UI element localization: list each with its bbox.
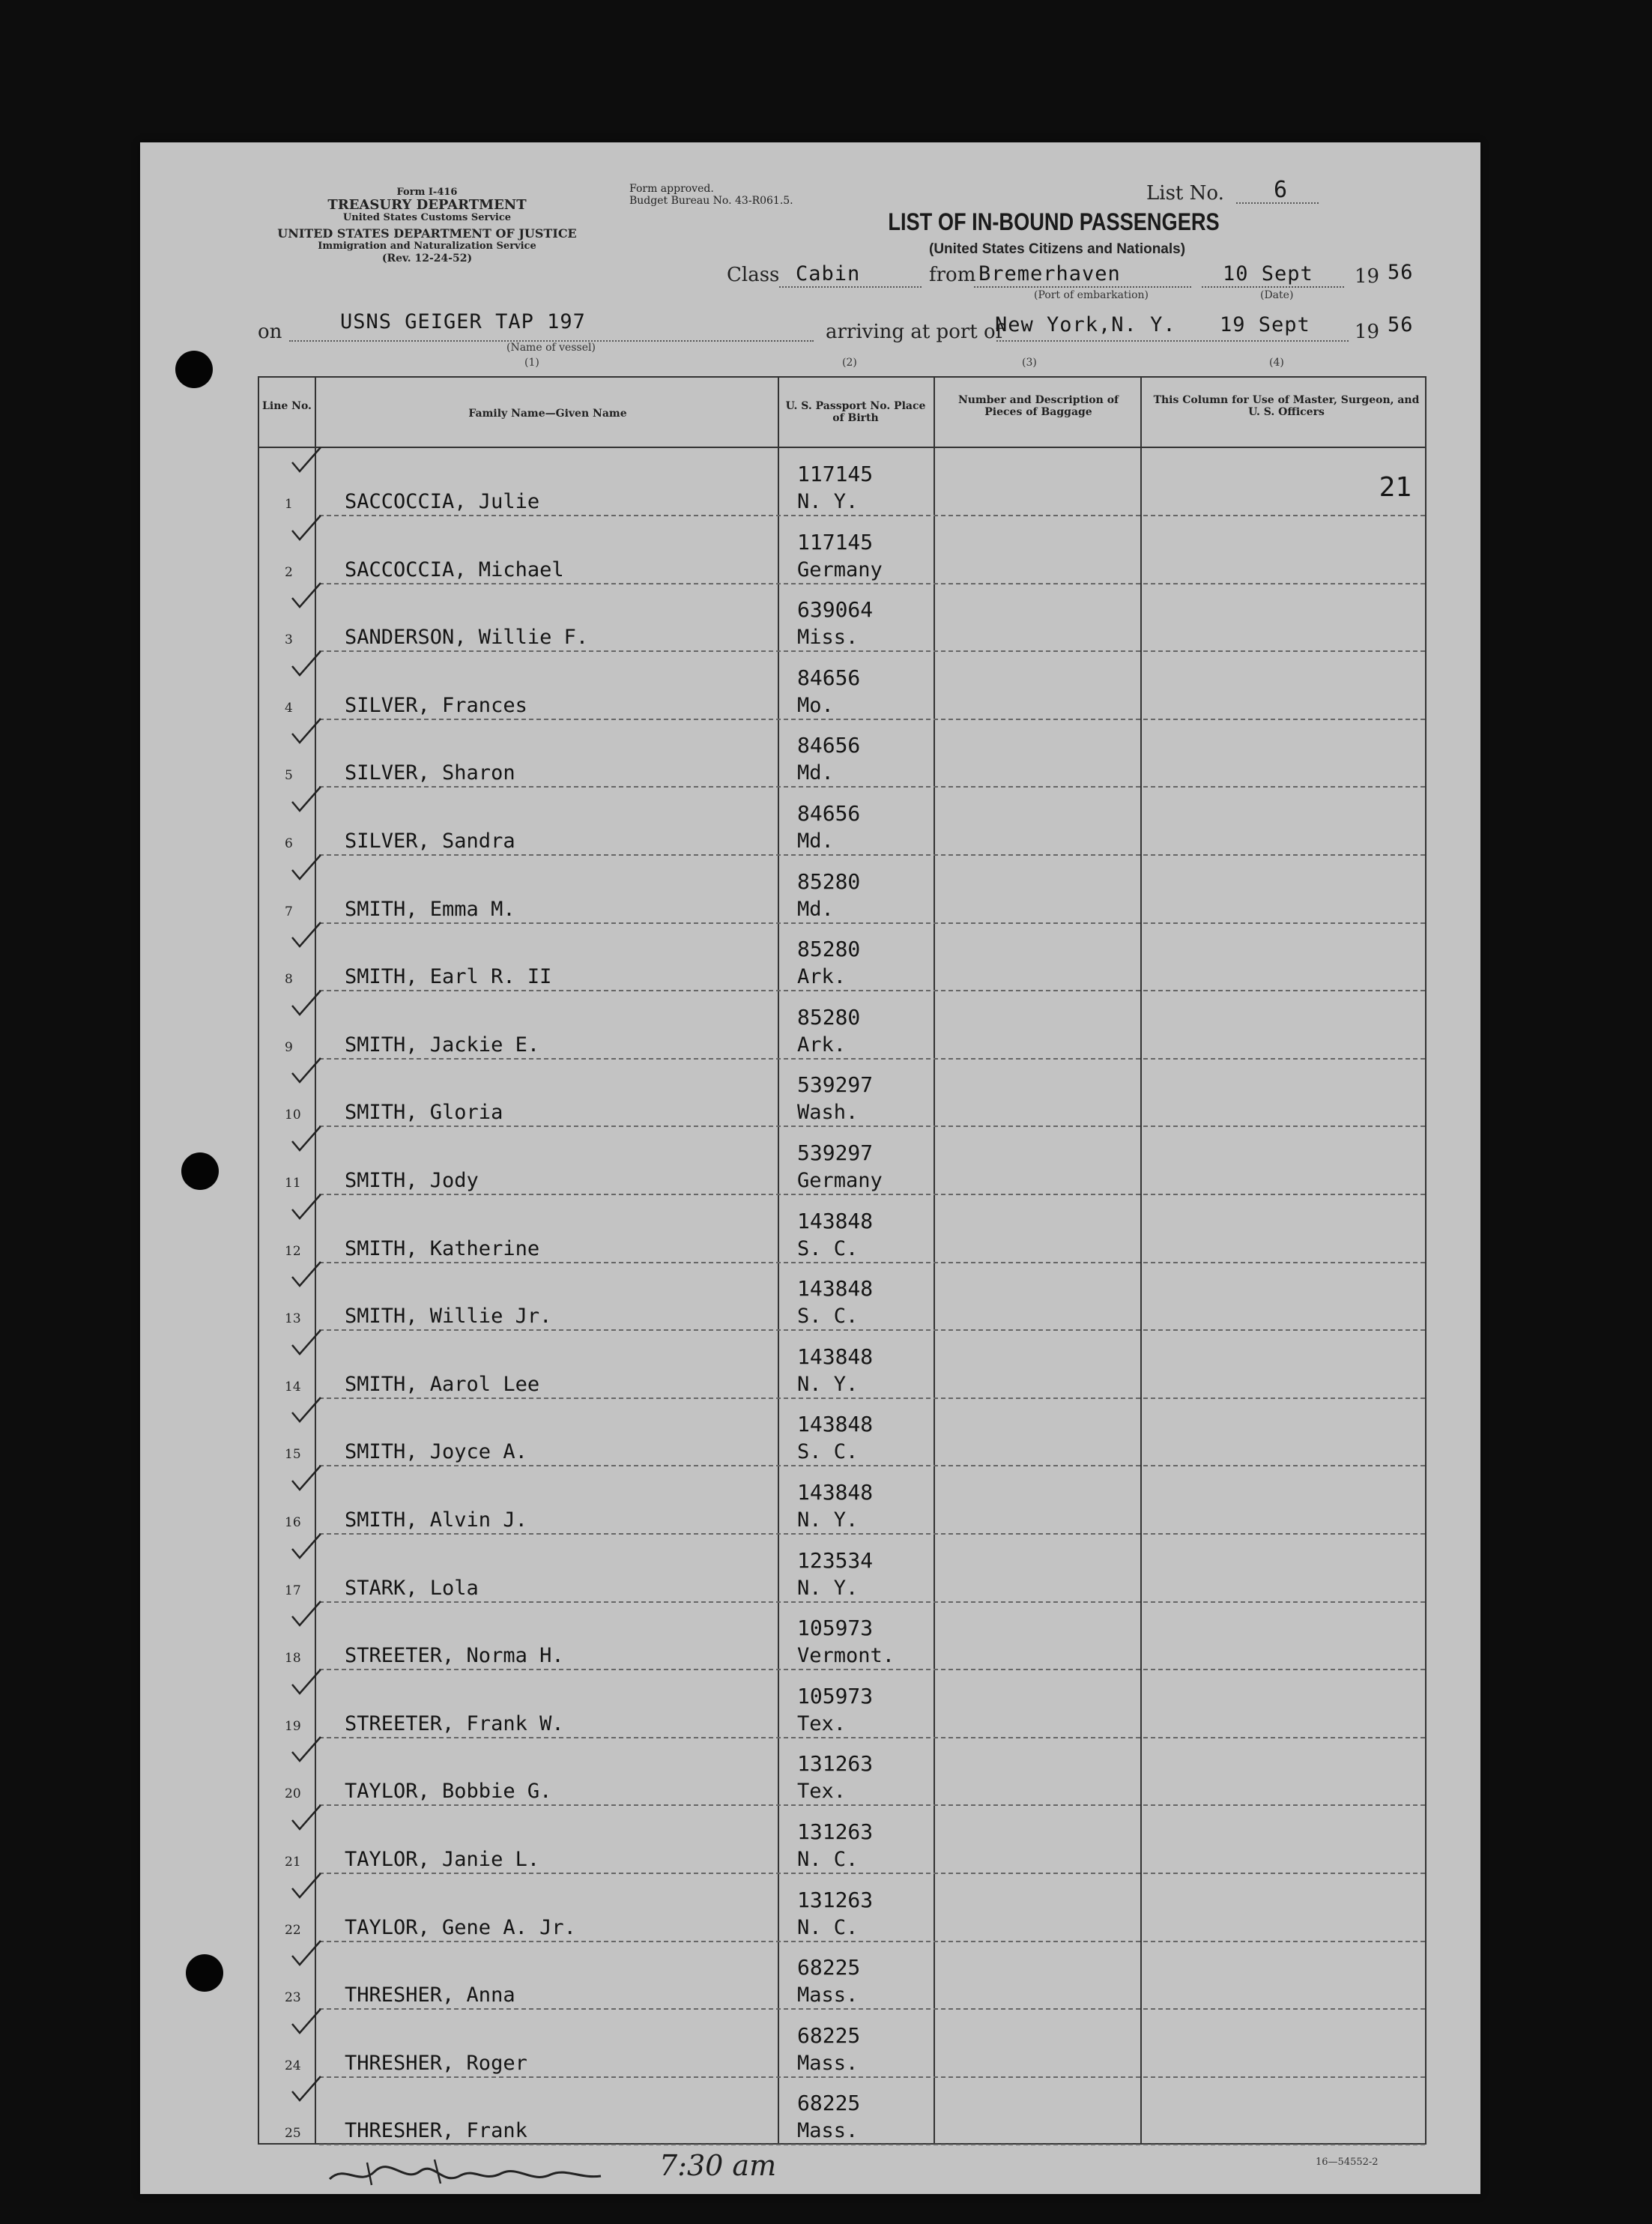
- arrival-port: New York,N. Y.: [995, 313, 1176, 336]
- table-row: [259, 991, 1425, 1060]
- check-mark-icon: [289, 1804, 324, 1834]
- date-caption: (Date): [1260, 289, 1294, 301]
- place-of-birth: Mass.: [797, 2119, 859, 2143]
- table-row: [259, 584, 1425, 652]
- arrival-date: 19 Sept: [1220, 313, 1310, 336]
- officer-note: 21: [1379, 472, 1412, 503]
- line-number: 25: [285, 2126, 301, 2142]
- port-embark-caption: (Port of embarkation): [1034, 289, 1149, 301]
- table-row: [259, 448, 1425, 516]
- departure-year: 56: [1388, 261, 1414, 284]
- punch-hole-bottom: [186, 1954, 223, 1992]
- list-number: 6: [1274, 177, 1288, 203]
- passport-number: 68225: [797, 2091, 861, 2116]
- line-number: 15: [285, 1447, 301, 1463]
- passport-number: 68225: [797, 2022, 861, 2048]
- place-of-birth: S. C.: [797, 1236, 859, 1260]
- departure-date: 10 Sept: [1223, 262, 1313, 285]
- col-header-officers: This Column for Use of Master, Surgeon, and U. S. Officers: [1153, 394, 1420, 418]
- vessel-caption: (Name of vessel): [506, 342, 596, 354]
- place-of-birth: N. Y.: [797, 1508, 859, 1532]
- check-mark-icon: [289, 1260, 324, 1290]
- passenger-name: SMITH, Aarol Lee: [345, 1372, 540, 1396]
- line-number: 14: [285, 1379, 301, 1394]
- col-header-name: Family Name—Given Name: [468, 408, 627, 420]
- table-row: [259, 1874, 1425, 1942]
- passport-number: 639064: [797, 597, 874, 623]
- passenger-name: STREETER, Frank W.: [345, 1711, 564, 1735]
- check-mark-icon: [289, 717, 324, 747]
- place-of-birth: S. C.: [797, 1305, 859, 1329]
- depart-date-line: [1202, 286, 1344, 288]
- place-of-birth: Ark.: [797, 1033, 847, 1057]
- budget-bureau: Budget Bureau No. 43-R061.5.: [629, 195, 793, 207]
- print-code: 16—54552-2: [1316, 2157, 1379, 2168]
- line-number: 4: [285, 700, 293, 716]
- table-row: [259, 1331, 1425, 1399]
- passport-number: 123534: [797, 1547, 874, 1573]
- arrival-year: 56: [1388, 313, 1414, 336]
- depart-year-prefix: 19: [1355, 265, 1380, 288]
- check-mark-icon: [289, 1600, 324, 1630]
- punch-hole-top: [175, 351, 213, 388]
- justice-department: UNITED STATES DEPARTMENT OF JUSTICE: [277, 226, 577, 241]
- list-number-label: List No.: [1146, 182, 1224, 205]
- passport-number: 85280: [797, 1004, 861, 1030]
- check-mark-icon: [289, 2007, 324, 2037]
- on-label: on: [258, 321, 282, 343]
- line-number: 24: [285, 2058, 301, 2073]
- column-number-1: (1): [524, 357, 539, 369]
- place-of-birth: N. Y.: [797, 1372, 859, 1396]
- document-title: LIST OF IN-BOUND PASSENGERS: [888, 208, 1220, 235]
- passenger-name: SMITH, Alvin J.: [345, 1508, 527, 1532]
- place-of-birth: Md.: [797, 830, 834, 853]
- line-number: 12: [285, 1243, 301, 1259]
- passenger-name: TAYLOR, Gene A. Jr.: [345, 1915, 576, 1939]
- line-number: 19: [285, 1718, 301, 1734]
- arrival-line: [996, 340, 1349, 342]
- passenger-name: THRESHER, Frank: [345, 2119, 527, 2143]
- passenger-name: THRESHER, Anna: [345, 1983, 515, 2007]
- place-of-birth: Md.: [797, 761, 834, 785]
- passport-number: 84656: [797, 665, 861, 690]
- row-rule: [319, 2144, 1425, 2145]
- form-number: Form I-416: [396, 187, 458, 198]
- table-row: [259, 1466, 1425, 1535]
- column-number-2: (2): [842, 357, 857, 369]
- place-of-birth: Germany: [797, 1169, 883, 1192]
- table-row: [259, 2077, 1425, 2145]
- line-number: 8: [285, 972, 293, 988]
- passport-number: 85280: [797, 868, 861, 894]
- passenger-name: TAYLOR, Janie L.: [345, 1848, 540, 1871]
- line-number: 17: [285, 1583, 301, 1598]
- passport-number: 539297: [797, 1072, 874, 1098]
- check-mark-icon: [289, 785, 324, 815]
- passport-number: 105973: [797, 1616, 874, 1641]
- class-value: Cabin: [796, 262, 861, 285]
- place-of-birth: Germany: [797, 557, 883, 581]
- line-number: 3: [285, 632, 293, 648]
- place-of-birth: N. C.: [797, 1915, 859, 1939]
- port-of-embarkation: Bremerhaven: [978, 262, 1121, 285]
- passport-number: 105973: [797, 1683, 874, 1708]
- passport-number: 143848: [797, 1480, 874, 1505]
- table-row: [259, 1059, 1425, 1127]
- table-row: [259, 1942, 1425, 2010]
- revision-date: (Rev. 12-24-52): [381, 253, 473, 265]
- place-of-birth: Miss.: [797, 626, 859, 650]
- table-row: [259, 1670, 1425, 1738]
- passenger-name: SMITH, Willie Jr.: [345, 1305, 552, 1329]
- arriving-label: arriving at port of: [826, 321, 1003, 343]
- place-of-birth: N. Y.: [797, 1576, 859, 1600]
- handwritten-time: 7:30 am: [659, 2149, 777, 2182]
- passport-number: 539297: [797, 1140, 874, 1165]
- passport-number: 131263: [797, 1819, 874, 1844]
- passport-number: 85280: [797, 937, 861, 962]
- table-row: [259, 856, 1425, 924]
- table-row: [259, 1602, 1425, 1670]
- passenger-name: STARK, Lola: [345, 1576, 479, 1600]
- table-row: [259, 1195, 1425, 1263]
- passenger-name: SMITH, Jackie E.: [345, 1033, 540, 1057]
- passenger-name: SMITH, Katherine: [345, 1236, 540, 1260]
- table-row: [259, 923, 1425, 991]
- column-number-3: (3): [1022, 357, 1037, 369]
- check-mark-icon: [289, 446, 324, 476]
- table-row: [259, 1398, 1425, 1466]
- check-mark-icon: [289, 1532, 324, 1562]
- line-number: 16: [285, 1515, 301, 1530]
- passenger-name: STREETER, Norma H.: [345, 1644, 564, 1668]
- passport-number: 143848: [797, 1344, 874, 1369]
- check-mark-icon: [289, 1396, 324, 1426]
- check-mark-icon: [289, 581, 324, 611]
- passport-number: 117145: [797, 462, 874, 486]
- check-mark-icon: [289, 1939, 324, 1969]
- place-of-birth: S. C.: [797, 1440, 859, 1464]
- arrival-year-prefix: 19: [1355, 321, 1380, 343]
- from-line: [974, 286, 1191, 288]
- document-subtitle: (United States Citizens and Nationals): [929, 241, 1186, 257]
- customs-service: United States Customs Service: [342, 212, 512, 223]
- passenger-name: SACCOCCIA, Michael: [345, 557, 564, 581]
- check-mark-icon: [289, 514, 324, 544]
- table-row: [259, 1738, 1425, 1806]
- col-header-line-no: Line No.: [262, 400, 312, 412]
- place-of-birth: Md.: [797, 897, 834, 921]
- place-of-birth: N. Y.: [797, 490, 859, 513]
- class-line: [779, 286, 922, 288]
- col-header-passport: U. S. Passport No. Place of Birth: [785, 400, 926, 424]
- place-of-birth: Ark.: [797, 965, 847, 989]
- line-number: 21: [285, 1855, 301, 1870]
- passenger-name: SMITH, Jody: [345, 1169, 479, 1192]
- passport-number: 84656: [797, 801, 861, 826]
- ins-service: Immigration and Naturalization Service: [318, 241, 536, 252]
- passenger-name: THRESHER, Roger: [345, 2051, 527, 2075]
- place-of-birth: Mass.: [797, 2051, 859, 2075]
- passenger-name: TAYLOR, Bobbie G.: [345, 1780, 552, 1804]
- class-label: Class: [727, 264, 780, 286]
- line-number: 13: [285, 1311, 301, 1327]
- check-mark-icon: [289, 2075, 324, 2105]
- line-number: 23: [285, 1990, 301, 2006]
- passenger-name: SMITH, Earl R. II: [345, 965, 552, 989]
- place-of-birth: Mo.: [797, 693, 834, 717]
- table-row: [259, 719, 1425, 788]
- passport-number: 117145: [797, 529, 874, 555]
- line-number: 18: [285, 1651, 301, 1667]
- from-label: from: [929, 264, 976, 286]
- table-row: [259, 1263, 1425, 1331]
- line-number: 9: [285, 1039, 293, 1055]
- passenger-name: SANDERSON, Willie F.: [345, 626, 589, 650]
- check-mark-icon: [289, 1668, 324, 1698]
- place-of-birth: Mass.: [797, 1983, 859, 2007]
- passenger-name: SACCOCCIA, Julie: [345, 490, 540, 513]
- check-mark-icon: [289, 650, 324, 680]
- table-row: [259, 788, 1425, 856]
- check-mark-icon: [289, 853, 324, 883]
- table-row: [259, 2010, 1425, 2078]
- place-of-birth: Wash.: [797, 1101, 859, 1125]
- line-number: 20: [285, 1786, 301, 1802]
- passport-number: 68225: [797, 1955, 861, 1980]
- inspector-signature: [322, 2149, 607, 2194]
- passport-number: 143848: [797, 1208, 874, 1233]
- passenger-name: SILVER, Sandra: [345, 830, 515, 853]
- form-approved-block: [629, 183, 793, 207]
- check-mark-icon: [289, 1057, 324, 1087]
- place-of-birth: Vermont.: [797, 1644, 895, 1668]
- col-header-baggage: Number and Description of Pieces of Baggage: [957, 394, 1119, 418]
- check-mark-icon: [289, 1193, 324, 1223]
- passenger-name: SILVER, Frances: [345, 693, 527, 717]
- punch-hole-middle: [181, 1152, 219, 1190]
- place-of-birth: N. C.: [797, 1848, 859, 1871]
- check-mark-icon: [289, 989, 324, 1019]
- table-row: [259, 1535, 1425, 1603]
- line-number: 11: [285, 1176, 301, 1191]
- agency-block: [247, 186, 607, 265]
- treasury-department: TREASURY DEPARTMENT: [327, 197, 527, 213]
- passport-number: 131263: [797, 1751, 874, 1777]
- place-of-birth: Tex.: [797, 1711, 847, 1735]
- check-mark-icon: [289, 1125, 324, 1155]
- line-number: 5: [285, 768, 293, 784]
- table-row: [259, 1127, 1425, 1195]
- passport-number: 143848: [797, 1412, 874, 1437]
- check-mark-icon: [289, 1464, 324, 1494]
- vessel-name: USNS GEIGER TAP 197: [340, 310, 586, 333]
- line-number: 6: [285, 836, 293, 851]
- line-number: 22: [285, 1922, 301, 1938]
- passenger-name: SMITH, Gloria: [345, 1101, 503, 1125]
- table-row: [259, 1806, 1425, 1874]
- passenger-table: [258, 376, 1426, 2145]
- passenger-name: SMITH, Joyce A.: [345, 1440, 527, 1464]
- passenger-name: SMITH, Emma M.: [345, 897, 515, 921]
- passport-number: 84656: [797, 733, 861, 758]
- line-number: 10: [285, 1108, 301, 1123]
- form-approved: Form approved.: [629, 183, 714, 195]
- line-number: 1: [285, 497, 293, 512]
- line-number: 2: [285, 564, 293, 580]
- check-mark-icon: [289, 1872, 324, 1902]
- passenger-name: SILVER, Sharon: [345, 761, 515, 785]
- column-number-4: (4): [1269, 357, 1284, 369]
- check-mark-icon: [289, 1329, 324, 1359]
- line-number: 7: [285, 904, 293, 919]
- check-mark-icon: [289, 1735, 324, 1765]
- table-row: [259, 516, 1425, 584]
- passport-number: 143848: [797, 1276, 874, 1302]
- place-of-birth: Tex.: [797, 1780, 847, 1804]
- check-mark-icon: [289, 921, 324, 951]
- table-row: [259, 652, 1425, 720]
- passport-number: 131263: [797, 1887, 874, 1912]
